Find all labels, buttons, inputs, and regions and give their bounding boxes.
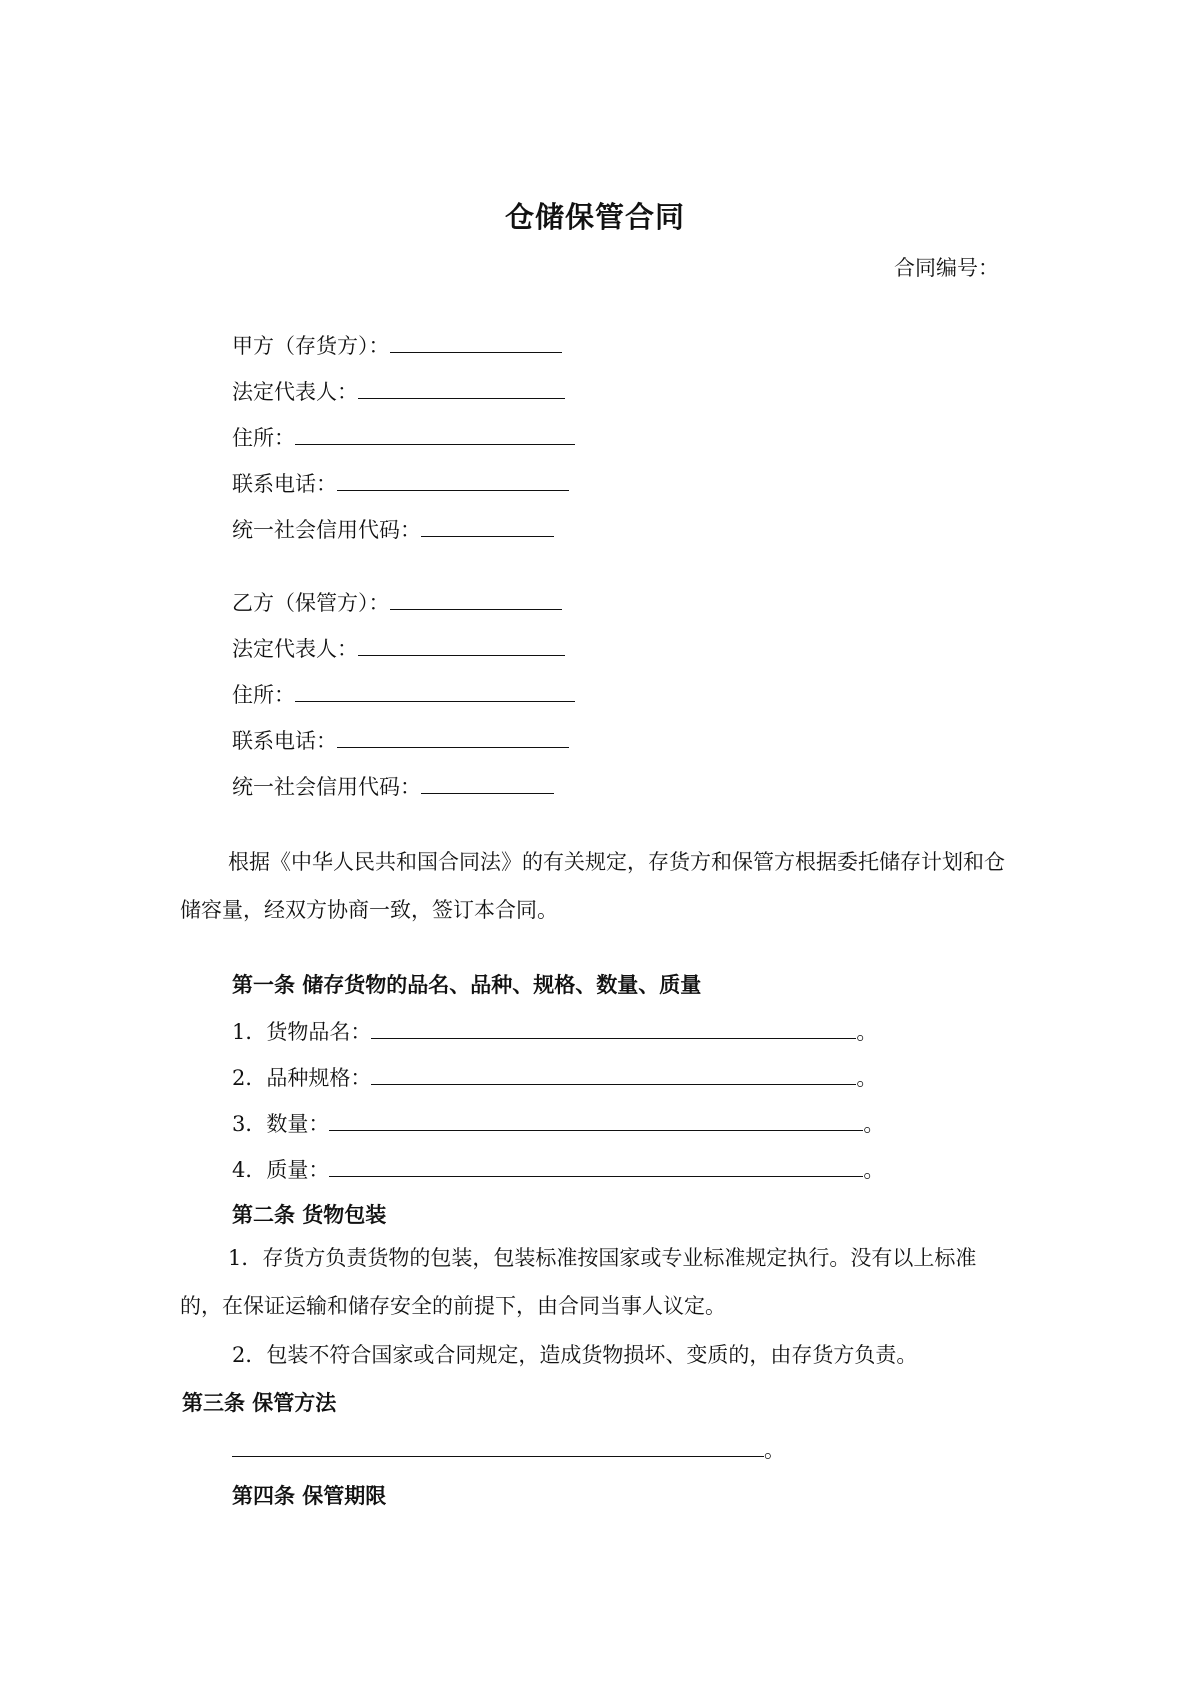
article1-item-name-blank[interactable]: [371, 1016, 856, 1039]
party-a-phone-line: [232, 468, 569, 499]
party-b-line: [232, 587, 562, 618]
article1-heading: 第一条 储存货物的品名、品种、规格、数量、质量: [232, 973, 702, 997]
party-b-blank[interactable]: [390, 587, 562, 610]
party-b-credit-code-line: [232, 771, 554, 802]
article1-quantity-blank[interactable]: [329, 1108, 863, 1131]
article1-quality-label: 4．质量：: [232, 1158, 330, 1182]
article1-quantity-line: [232, 1108, 884, 1139]
article2-paragraph-1: 1．存货方负责货物的包装，包装标准按国家或专业标准规定执行。没有以上标准的，在保证运输和储存安全的前提下，由合同当事人议定。: [180, 1246, 977, 1318]
party-a-phone-blank[interactable]: [337, 468, 569, 491]
article3-method-blank[interactable]: [232, 1434, 764, 1457]
party-a-phone-label: 联系电话：: [232, 472, 337, 496]
party-b-legal-rep-blank[interactable]: [358, 633, 565, 656]
end-mark: 。: [764, 1438, 785, 1462]
article1-item-name-line: [232, 1016, 877, 1047]
party-a-line: [232, 330, 562, 361]
end-mark: 。: [856, 1066, 878, 1090]
end-mark: 。: [856, 1020, 878, 1044]
article4-heading: 第四条 保管期限: [232, 1484, 387, 1508]
party-a-address-line: [232, 422, 575, 453]
party-b-address-line: [232, 679, 575, 710]
party-b-phone-line: [232, 725, 569, 756]
party-a-legal-rep-line: [232, 376, 565, 407]
article1-spec-label: 2．品种规格：: [232, 1066, 372, 1090]
article3-method-line: [232, 1434, 785, 1465]
party-a-legal-rep-label: 法定代表人：: [232, 380, 358, 404]
party-a-address-label: 住所：: [232, 426, 295, 450]
preamble-paragraph: 根据《中华人民共和国合同法》的有关规定，存货方和保管方根据委托储存计划和仓储容量，经双方协商一致，签订本合同。: [180, 850, 1005, 922]
party-b-phone-label: 联系电话：: [232, 729, 337, 753]
party-b-address-label: 住所：: [232, 683, 295, 707]
document-title: 仓储保管合同: [504, 200, 685, 234]
party-b-address-blank[interactable]: [295, 679, 575, 702]
party-b-legal-rep-label: 法定代表人：: [232, 637, 358, 661]
party-a-credit-code-label: 统一社会信用代码：: [232, 518, 421, 542]
article1-quality-blank[interactable]: [329, 1154, 863, 1177]
article1-item-name-label: 1．货物品名：: [232, 1020, 372, 1044]
article1-spec-blank[interactable]: [371, 1062, 856, 1085]
party-b-credit-code-label: 统一社会信用代码：: [232, 775, 421, 799]
contract-number-label: 合同编号：: [894, 256, 999, 280]
article2-paragraph-2: 2．包装不符合国家或合同规定，造成货物损坏、变质的，由存货方负责。: [232, 1343, 918, 1367]
party-a-address-blank[interactable]: [295, 422, 575, 445]
party-a-legal-rep-blank[interactable]: [358, 376, 565, 399]
party-b-legal-rep-line: [232, 633, 565, 664]
end-mark: 。: [863, 1112, 885, 1136]
article2-heading: 第二条 货物包装: [232, 1203, 387, 1227]
party-a-blank[interactable]: [390, 330, 562, 353]
party-b-label: 乙方（保管方）：: [232, 591, 390, 615]
party-a-credit-code-blank[interactable]: [421, 514, 554, 537]
party-a-label: 甲方（存货方）：: [232, 334, 390, 358]
article1-quantity-label: 3．数量：: [232, 1112, 330, 1136]
article1-quality-line: [232, 1154, 884, 1185]
party-a-credit-code-line: [232, 514, 554, 545]
party-b-credit-code-blank[interactable]: [421, 771, 554, 794]
article3-heading: 第三条 保管方法: [182, 1391, 337, 1415]
article1-spec-line: [232, 1062, 877, 1093]
party-b-phone-blank[interactable]: [337, 725, 569, 748]
end-mark: 。: [863, 1158, 885, 1182]
